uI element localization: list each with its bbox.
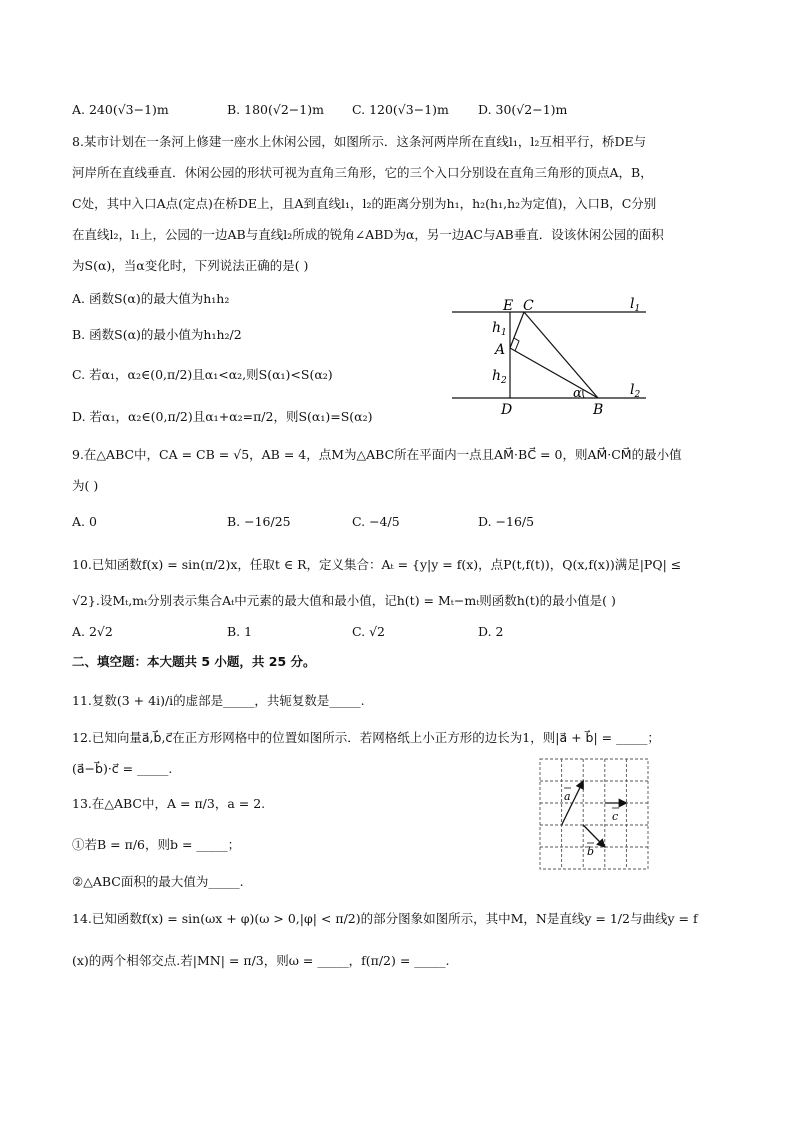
label-e: E: [503, 298, 514, 314]
q8-option-a: A. 函数S(α)的最大值为h₁h₂: [72, 291, 230, 306]
q10-option-a: A. 2√2: [72, 624, 113, 639]
segment-ab: [510, 348, 598, 398]
q10-option-b: B. 1: [227, 624, 253, 639]
vector-b: [583, 825, 605, 847]
q10-option-d: D. 2: [478, 624, 504, 639]
q8-text-line-1: 8.某市计划在一条河上修建一座水上休闲公园，如图所示．这条河两岸所在直线l₁，l₂互相平行，桥DE与: [72, 134, 647, 149]
q8-text-line-2: 河岸所在直线垂直．休闲公园的形状可视为直角三角形，它的三个入口分别设在直角三角形的顶点A，B，: [72, 165, 653, 180]
q10-text-line-1: 10.已知函数f(x) = sin(π/2)x，任取t ∈ R，定义集合：Aₜ = {y|y = f(x)，点P(t,f(t))，Q(x,f(x))满足|PQ| ≤: [72, 557, 682, 572]
q9-option-a: A. 0: [72, 514, 97, 529]
label-c: c: [612, 810, 619, 823]
vector-label-arrows: [564, 788, 619, 843]
segment-ac: [510, 312, 524, 348]
vector-a: [562, 781, 584, 825]
q9-option-b: B. −16/25: [227, 514, 291, 529]
q7-option-b: B. 180(√2−1)m: [227, 102, 324, 117]
q9-option-d: D. −16/5: [478, 514, 535, 529]
q7-option-c: C. 120(√3−1)m: [352, 102, 449, 117]
q9-text-line-2: 为( ): [72, 478, 99, 493]
q7-option-d: D. 30(√2−1)m: [478, 102, 568, 117]
q8-text-line-5: 为S(α)，当α变化时，下列说法正确的是( ): [72, 258, 309, 273]
q8-option-c: C. 若α₁，α₂∈(0,π/2)且α₁<α₂,则S(α₁)<S(α₂): [72, 367, 333, 382]
label-l2: $l_2$: [630, 382, 641, 400]
label-h1: $h_1$: [492, 320, 507, 338]
angle-alpha-arc: [583, 390, 584, 398]
q8-park-figure: [448, 294, 650, 418]
label-a: A: [495, 342, 506, 358]
right-angle-mark: [514, 338, 519, 351]
q10-text-line-2: √2}.设Mₜ,mₜ分别表示集合Aₜ中元素的最大值和最小值，记h(t) = Mₜ−mₜ则函数h(t)的最小值是( ): [72, 593, 616, 608]
q8-text-line-4: 在直线l₂，l₁上，公园的一边AB与直线l₂所成的锐角∠ABD为α，另一边AC与AB垂直．设该休闲公园的面积: [72, 227, 664, 242]
q10-option-c: C. √2: [352, 624, 385, 639]
q12-text-line-1: 12.已知向量a⃗,b⃗,c⃗在正方形网格中的位置如图所示．若网格纸上小正方形的边长为1，则|a⃗ + b⃗| = _____；: [72, 730, 660, 745]
q11-text: 11.复数(3 + 4i)/i的虚部是_____，共轭复数是_____.: [72, 693, 365, 708]
q14-text-line-2: (x)的两个相邻交点.若|MN| = π/3，则ω = _____，f(π/2) = _____.: [72, 953, 450, 968]
section-fill-in-blank-heading: 二、填空题：本大题共 5 小题，共 25 分。: [72, 654, 316, 669]
label-alpha: α: [573, 386, 582, 401]
q12-vector-grid-figure: [538, 757, 650, 873]
q13-text-line-3: ②△ABC面积的最大值为_____.: [72, 874, 244, 889]
segment-cb: [524, 312, 598, 398]
label-b: B: [593, 402, 604, 418]
q7-option-a: A. 240(√3−1)m: [72, 102, 169, 117]
label-b: b: [587, 845, 595, 858]
label-a: a: [564, 790, 571, 803]
q14-text-line-1: 14.已知函数f(x) = sin(ωx + φ)(ω > 0,|φ| < π/2)的部分图象如图所示，其中M，N是直线y = 1/2与曲线y = f: [72, 911, 698, 926]
q13-text-line-1: 13.在△ABC中，A = π/3，a = 2.: [72, 796, 266, 811]
q8-text-line-3: C处，其中入口A点(定点)在桥DE上，且A到直线l₁，l₂的距离分别为h₁，h₂(h₁,h₂为定值)，入口B，C分别: [72, 196, 657, 211]
q12-text-line-2: (a⃗−b⃗)·c⃗ = _____.: [72, 761, 173, 776]
q8-option-d: D. 若α₁，α₂∈(0,π/2)且α₁+α₂=π/2，则S(α₁)=S(α₂): [72, 409, 373, 424]
label-h2: $h_2$: [492, 368, 507, 386]
label-d: D: [501, 402, 513, 418]
label-c: C: [523, 298, 534, 314]
q9-option-c: C. −4/5: [352, 514, 400, 529]
q13-text-line-2: ①若B = π/6，则b = _____；: [72, 837, 241, 852]
q9-text-line-1: 9.在△ABC中，CA = CB = √5，AB = 4，点M为△ABC所在平面内一点且AM⃗·BC⃗ = 0，则AM⃗·CM⃗的最小值: [72, 447, 682, 462]
label-l1: $l_1$: [630, 296, 641, 314]
q8-option-b: B. 函数S(α)的最小值为h₁h₂/2: [72, 327, 242, 342]
